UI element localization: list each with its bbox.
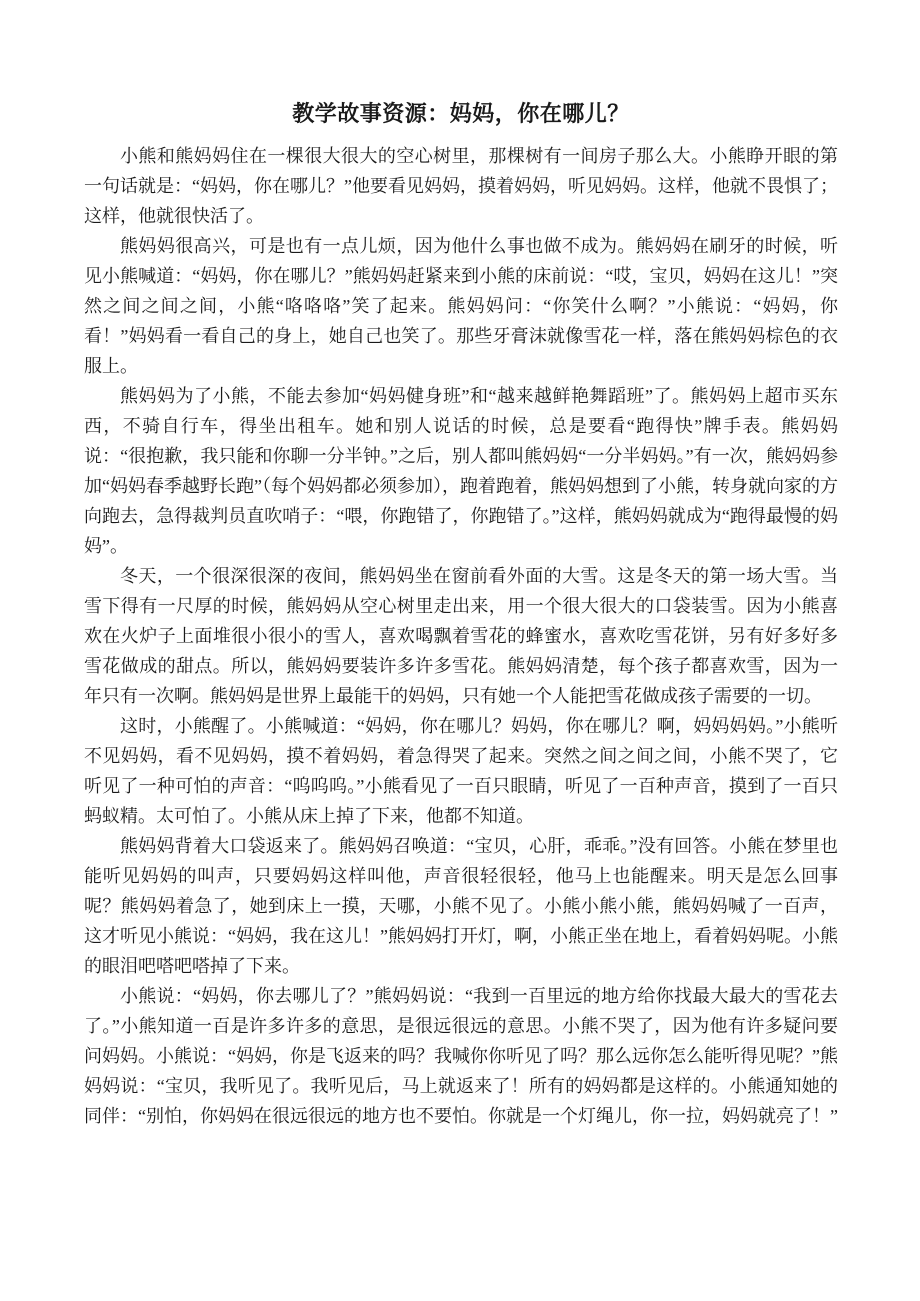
story-paragraph-3: 熊妈妈为了小熊，不能去参加“妈妈健身班”和“越来越鲜艳舞蹈班”了。熊妈妈上超市买东西，不骑自行车，得坐出租车。她和别人说话的时候，总是要看“跑得快”牌手表。熊妈妈说：“很抱歉，我只能和你聊一分半钟。”之后，别人都叫熊妈妈“一分半妈妈。”有一次，熊妈妈参加“妈妈春季越野长跑”（每个妈妈都必须参加），跑着跑着，熊妈妈想到了小熊，转身就向家的方向跑去，急得裁判员直吹哨子：“喂，你跑错了，你跑错了。”这样，熊妈妈就成为“跑得最慢的妈妈”。 <box>84 386 838 556</box>
story-body <box>84 141 838 1131</box>
story-paragraph-5: 这时，小熊醒了。小熊喊道：“妈妈，你在哪儿？妈妈，你在哪儿？啊，妈妈妈妈。”小熊听不见妈妈，看不见妈妈，摸不着妈妈，着急得哭了起来。突然之间之间之间，小熊不哭了，它听见了一种可怕的声音：“呜呜呜。”小熊看见了一百只眼睛，听见了一百种声音，摸到了一百只蚂蚁精。太可怕了。小熊从床上掉了下来，他都不知道。 <box>84 716 838 826</box>
story-paragraph-2: 熊妈妈很高兴，可是也有一点儿烦，因为他什么事也做不成为。熊妈妈在刷牙的时候，听见小熊喊道：“妈妈，你在哪儿？”熊妈妈赶紧来到小熊的床前说：“哎，宝贝，妈妈在这儿！”突然之间之间之间，小熊“咯咯咯”笑了起来。熊妈妈问：“你笑什么啊？”小熊说：“妈妈，你看！”妈妈看一看自己的身上，她自己也笑了。那些牙膏沫就像雪花一样，落在熊妈妈棕色的衣服上。 <box>84 236 838 376</box>
story-paragraph-7: 小熊说：“妈妈，你去哪儿了？”熊妈妈说：“我到一百里远的地方给你找最大最大的雪花去了。”小熊知道一百是许多许多的意思，是很远很远的意思。小熊不哭了，因为他有许多疑问要问妈妈。小熊说：“妈妈，你是飞返来的吗？我喊你你听见了吗？那么远你怎么能听得见呢？”熊妈妈说：“宝贝，我听见了。我听见后，马上就返来了！所有的妈妈都是这样的。小熊通知她的同伴：“别怕，你妈妈在很远很远的地方也不要怕。你就是一个灯绳儿，你一拉，妈妈就亮了！” <box>84 986 838 1126</box>
document-title: 教学故事资源：妈妈，你在哪儿？ <box>292 101 630 126</box>
story-paragraph-4: 冬天，一个很深很深的夜间，熊妈妈坐在窗前看外面的大雪。这是冬天的第一场大雪。当雪下得有一尺厚的时候，熊妈妈从空心树里走出来，用一个很大很大的口袋装雪。因为小熊喜欢在火炉子上面堆很小很小的雪人，喜欢喝飘着雪花的蜂蜜水，喜欢吃雪花饼，另有好多好多雪花做成的甜点。所以，熊妈妈要装许多许多雪花。熊妈妈清楚，每个孩子都喜欢雪，因为一年只有一次啊。熊妈妈是世界上最能干的妈妈，只有她一个人能把雪花做成孩子需要的一切。 <box>84 566 838 706</box>
story-paragraph-6: 熊妈妈背着大口袋返来了。熊妈妈召唤道：“宝贝，心肝，乖乖。”没有回答。小熊在梦里也能听见妈妈的叫声，只要妈妈这样叫他，声音很轻很轻，他马上也能醒来。明天是怎么回事呢？熊妈妈着急了，她到床上一摸，天哪，小熊不见了。小熊小熊小熊，熊妈妈喊了一百声，这才听见小熊说：“妈妈，我在这儿！”熊妈妈打开灯，啊，小熊正坐在地上，看着妈妈呢。小熊的眼泪吧嗒吧嗒掉了下来。 <box>84 836 838 976</box>
story-paragraph-1: 小熊和熊妈妈住在一棵很大很大的空心树里，那棵树有一间房子那么大。小熊睁开眼的第一句话就是：“妈妈，你在哪儿？”他要看见妈妈，摸着妈妈，听见妈妈。这样，他就不畏惧了；这样，他就很快活了。 <box>84 146 838 226</box>
